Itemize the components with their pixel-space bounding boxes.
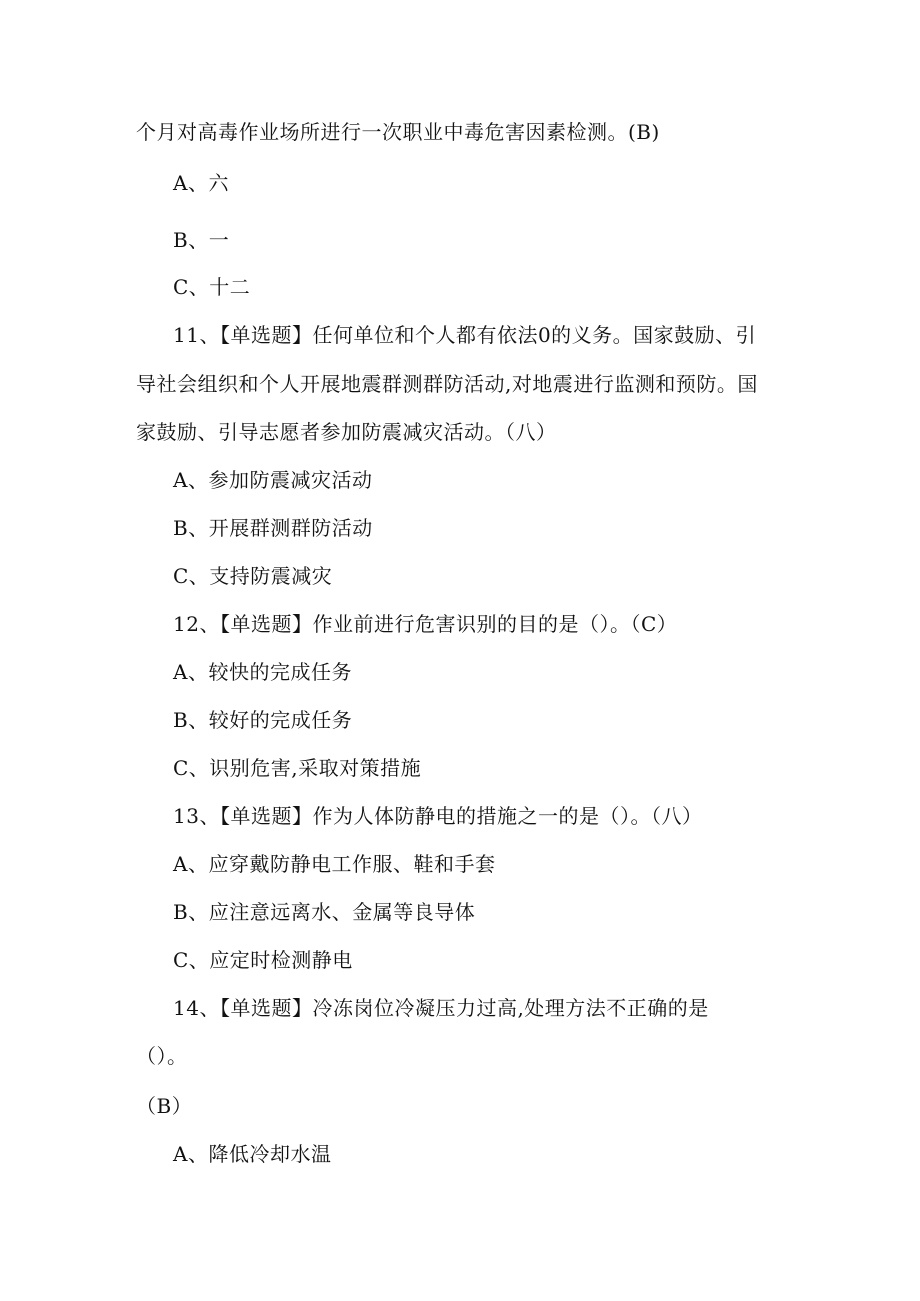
q13-option-b: B、应注意远离水、金属等良导体 xyxy=(173,900,476,924)
q13-option-c: C、应定时检测静电 xyxy=(173,948,353,972)
question-10-continuation: 个月对高毒作业场所进行一次职业中毒危害因素检测。(B) xyxy=(136,120,660,144)
q12-option-c: C、识别危害,采取对策措施 xyxy=(173,756,422,780)
q10-option-a: A、六 xyxy=(173,171,229,195)
q14-option-a: A、降低冷却水温 xyxy=(173,1142,332,1166)
q12-option-b: B、较好的完成任务 xyxy=(173,708,353,732)
question-13: 13、【单选题】作为人体防静电的措施之一的是（）。（八） xyxy=(173,804,703,828)
q10-option-b: B、一 xyxy=(173,228,230,252)
q11-option-a: A、参加防震减灾活动 xyxy=(173,468,373,492)
question-14-line-2: （）。 xyxy=(136,1044,188,1068)
q13-option-a: A、应穿戴防静电工作服、鞋和手套 xyxy=(173,852,496,876)
question-11-line-2: 导社会组织和个人开展地震群测群防活动,对地震进行监测和预防。国 xyxy=(136,372,758,396)
q11-option-b: B、开展群测群防活动 xyxy=(173,516,373,540)
question-14-answer: （B） xyxy=(136,1094,193,1118)
question-11-line-3: 家鼓励、引导志愿者参加防震减灾活动。（八） xyxy=(136,420,557,444)
q10-option-c: C、十二 xyxy=(173,275,251,299)
q12-option-a: A、较快的完成任务 xyxy=(173,660,352,684)
question-11-line-1: 11、【单选题】任何单位和个人都有依法0的义务。国家鼓励、引 xyxy=(173,323,757,347)
question-14-line-1: 14、【单选题】冷冻岗位冷凝压力过高,处理方法不正确的是 xyxy=(173,996,709,1020)
question-12: 12、【单选题】作业前进行危害识别的目的是（）。（C） xyxy=(173,612,678,636)
q11-option-c: C、支持防震减灾 xyxy=(173,564,333,588)
